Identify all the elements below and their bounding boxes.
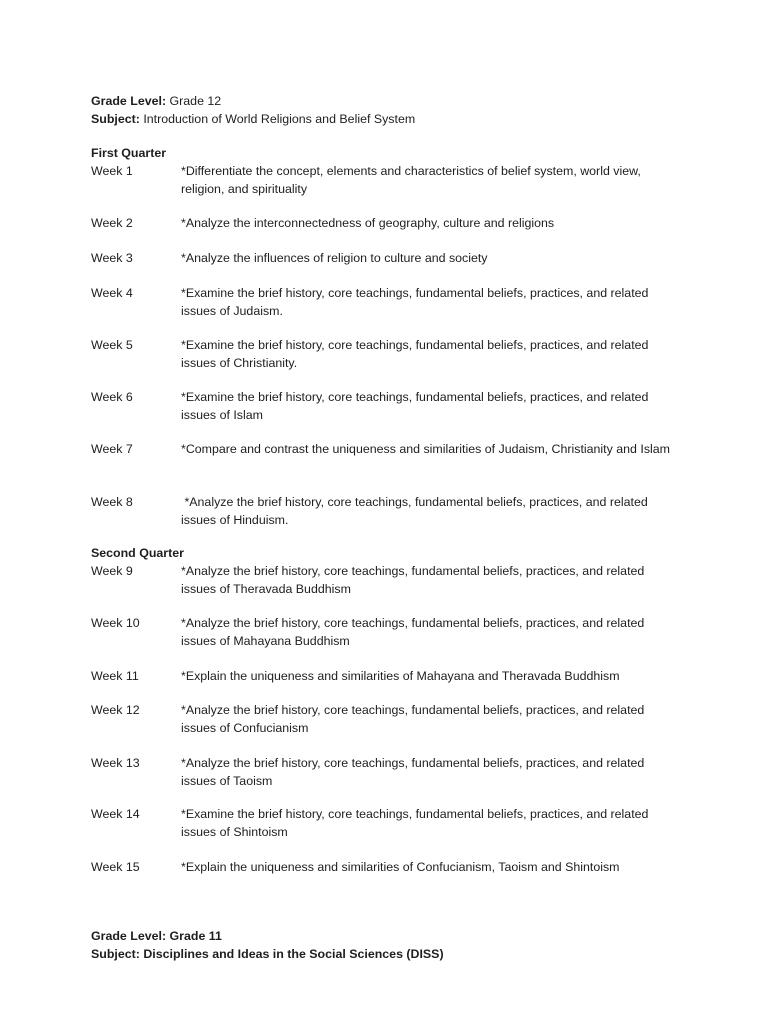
- week-label: Week 3: [91, 251, 133, 265]
- quarter-title: Second Quarter: [91, 546, 184, 560]
- week-label: Week 8: [91, 495, 133, 509]
- week-description: *Analyze the interconnectedness of geography, culture and religions: [181, 216, 555, 230]
- week-label: Week 9: [91, 564, 133, 578]
- week-label: Week 2: [91, 216, 133, 230]
- week-label: Week 4: [91, 286, 133, 300]
- subject-line: [91, 111, 415, 129]
- grade-level-label: Grade Level:: [91, 94, 167, 108]
- week-description: *Analyze the influences of religion to culture and society: [181, 251, 488, 265]
- week-label: Week 11: [91, 669, 139, 683]
- week-description: *Explain the uniqueness and similarities of Confucianism, Taoism and Shintoism: [181, 860, 620, 874]
- grade-level-line: [91, 93, 221, 111]
- week-description: *Examine the brief history, core teachings, fundamental beliefs, practices, and related issues of Christianity.: [181, 338, 649, 370]
- week-label: Week 13: [91, 756, 140, 770]
- week-label: Week 10: [91, 616, 140, 630]
- grade-level-value: Grade 11: [169, 929, 222, 943]
- week-label: Week 1: [91, 164, 133, 178]
- subject-value: Disciplines and Ideas in the Social Sciences (DISS): [143, 947, 444, 961]
- subject-value: Introduction of World Religions and Belief System: [143, 112, 416, 126]
- week-description: *Analyze the brief history, core teachings, fundamental beliefs, practices, and related issues of Taoism: [181, 756, 645, 788]
- subject-label: Subject:: [91, 112, 140, 126]
- week-description: *Differentiate the concept, elements and characteristics of belief system, world view, religion, and spirituality: [181, 164, 641, 196]
- week-label: Week 6: [91, 390, 133, 404]
- grade-level-line: [91, 928, 222, 946]
- week-description: *Analyze the brief history, core teachings, fundamental beliefs, practices, and related issues of Confucianism: [181, 703, 645, 735]
- week-label: Week 5: [91, 338, 133, 352]
- week-description: *Examine the brief history, core teachings, fundamental beliefs, practices, and related issues of Shintoism: [181, 807, 649, 839]
- week-description: *Explain the uniqueness and similarities of Mahayana and Theravada Buddhism: [181, 669, 620, 683]
- week-description: *Examine the brief history, core teachings, fundamental beliefs, practices, and related issues of Judaism.: [181, 286, 649, 318]
- week-label: Week 12: [91, 703, 140, 717]
- quarter-title: First Quarter: [91, 146, 167, 160]
- week-description: *Analyze the brief history, core teachings, fundamental beliefs, practices, and related issues of Hinduism.: [181, 495, 652, 527]
- week-label: Week 15: [91, 860, 140, 874]
- subject-line: [91, 946, 444, 964]
- grade-level-value: Grade 12: [169, 94, 222, 108]
- week-description: *Analyze the brief history, core teachings, fundamental beliefs, practices, and related issues of Mahayana Buddhism: [181, 616, 645, 648]
- subject-label: Subject:: [91, 947, 140, 961]
- week-label: Week 14: [91, 807, 140, 821]
- week-description: *Compare and contrast the uniqueness and similarities of Judaism, Christianity and Islam: [181, 442, 670, 456]
- week-label: Week 7: [91, 442, 133, 456]
- grade-level-label: Grade Level:: [91, 929, 167, 943]
- week-description: *Analyze the brief history, core teachings, fundamental beliefs, practices, and related issues of Theravada Buddhism: [181, 564, 645, 596]
- week-description: *Examine the brief history, core teachings, fundamental beliefs, practices, and related issues of Islam: [181, 390, 649, 422]
